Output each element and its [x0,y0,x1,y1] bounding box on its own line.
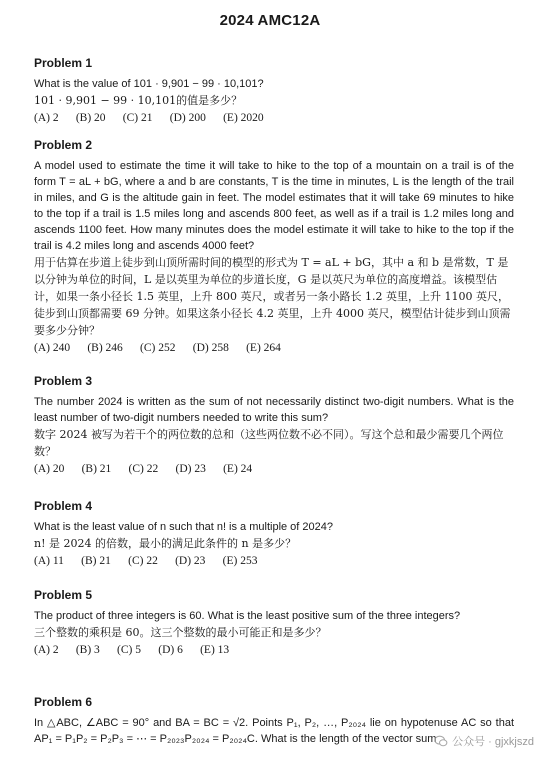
problem-title: Problem 5 [34,588,93,602]
problem-2 [34,138,514,357]
answer-choices: (A) 11 (B) 21 (C) 22 (D) 23 (E) 253 [34,555,258,567]
answer-choices: (A) 2 (B) 3 (C) 5 (D) 6 (E) 13 [34,644,230,656]
answer-choices: (A) 240 (B) 246 (C) 252 (D) 258 (E) 264 [34,342,281,354]
problem-1 [34,56,514,127]
problem-text-en: The product of three integers is 60. What is the least positive sum of the three integers? [34,610,461,622]
problem-text-cn: 三个整数的乘积是 60。这三个整数的最小可能正和是多少？ [34,626,327,639]
problem-text-en: What is the least value of n such that n! is a multiple of 2024? [34,521,334,533]
problem-title: Problem 4 [34,499,93,513]
problem-text-cn: 101 · 9,901 − 99 · 10,101的值是多少？ [34,94,243,107]
problem-3 [34,374,514,478]
problem-text-en: A model used to estimate the time it will take to hike to the top of a mountain on a trail is of the form T = aL + bG, where a and b are constants, T is the time in minutes, L is the length of the trail in miles, and G is the altitude gain in feet. The model estimates that it will take 69 minutes to hike to the top if a trail is 1.5 miles long and ascends 800 feet, as well as if a trail is 1.2 miles long and ascends 1100 feet. How many minutes does the model estimate it will take to hike to the top if the trail is 4.2 miles long and ascends 4000 feet? [34,160,514,252]
problem-title: Problem 3 [34,374,93,388]
page-title: 2024 AMC12A [219,12,321,29]
problem-text-cn: 数字 2024 被写为若干个的两位数的总和（这些两位数不必不同）。写这个总和最少需要几个两位数？ [34,428,504,458]
problem-text-en: In △ABC, ∠ABC = 90° and BA = BC = √2. Points P₁, P₂, …, P₂₀₂₄ lie on hypotenuse AC so that AP₁ = P₁P₂ = P₂P₃ = ⋯ = P₂₀₂₃P₂₀₂₄ = P₂₀₂₄C. What is the length of the vector sum [34,717,514,745]
problem-5 [34,588,514,659]
problem-title: Problem 2 [34,138,93,152]
problem-text-cn: 用于估算在步道上徒步到山顶所需时间的模型的形式为 T = aL + bG，其中 a 和 b 是常数，T 是以分钟为单位的时间，L 是以英里为单位的步道长度，G 是以英尺为单位的高度增益。该模型估计，如果一条小径长 1.5 英里，上升 800 英尺，或者另一条小路长 1.2 英里，上升 1100 英尺，徒步到山顶都需要 69 分钟。如果这条小径长 4.2 英里，上升 4000 英尺，模型估计徒步到山顶需要多少分钟？ [34,256,511,337]
wechat-icon [434,734,448,748]
answer-choices: (A) 20 (B) 21 (C) 22 (D) 23 (E) 24 [34,463,253,475]
watermark [434,733,534,749]
answer-choices: (A) 2 (B) 20 (C) 21 (D) 200 (E) 2020 [34,112,264,124]
problem-title: Problem 6 [34,695,93,709]
problem-text-en: The number 2024 is written as the sum of not necessarily distinct two-digit numbers. What is the least number of two-digit numbers needed to write this sum? [34,396,514,424]
problem-title: Problem 1 [34,56,93,70]
problem-text-cn: n! 是 2024 的倍数，最小的满足此条件的 n 是多少？ [34,537,297,550]
problem-text-en: What is the value of 101 · 9,901 − 99 · 10,101? [34,78,264,90]
watermark-text: 公众号 · gjxkjszd [452,736,534,748]
problem-4 [34,499,514,570]
